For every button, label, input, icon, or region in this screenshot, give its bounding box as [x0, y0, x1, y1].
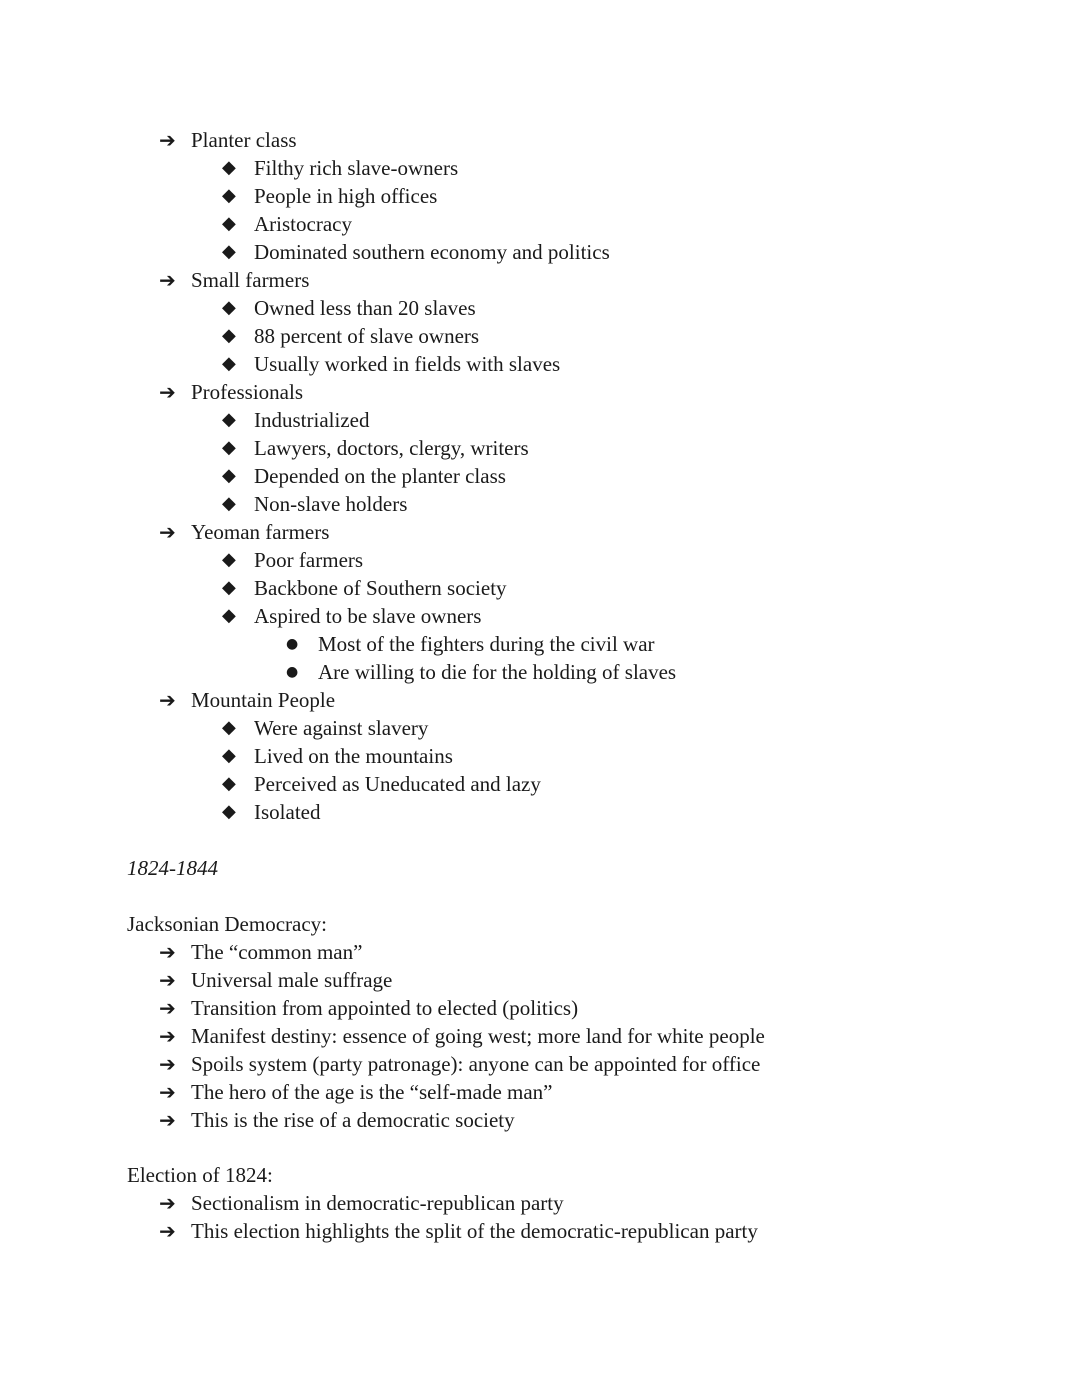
outline-subitem-label: Industrialized: [254, 408, 370, 432]
outline-subitem-label: Dominated southern economy and politics: [254, 240, 610, 264]
diamond-bullet-icon: ◆: [222, 549, 236, 570]
arrow-bullet-icon: ➔: [159, 1080, 176, 1104]
diamond-bullet-icon: ◆: [222, 745, 236, 766]
diamond-bullet-icon: ◆: [222, 605, 236, 626]
outline-item-label: This election highlights the split of the democratic-republican party: [191, 1219, 758, 1243]
outline-item-label: Manifest destiny: essence of going west; more land for white people: [191, 1024, 765, 1048]
arrow-bullet-icon: ➔: [159, 688, 176, 712]
diamond-bullet-icon: ◆: [222, 493, 236, 514]
outline-item-label: Professionals: [191, 380, 303, 404]
outline-subitem-label: Non-slave holders: [254, 492, 408, 516]
election-heading: Election of 1824:: [127, 1163, 273, 1187]
outline-subitem-label: Depended on the planter class: [254, 464, 506, 488]
outline-subitem-label: Backbone of Southern society: [254, 576, 507, 600]
outline-item-label: The hero of the age is the “self-made man”: [191, 1080, 553, 1104]
diamond-bullet-icon: ◆: [222, 241, 236, 262]
diamond-bullet-icon: ◆: [222, 717, 236, 738]
diamond-bullet-icon: ◆: [222, 297, 236, 318]
outline-subitem-label: Poor farmers: [254, 548, 364, 572]
outline-subitem-label: 88 percent of slave owners: [254, 324, 480, 348]
arrow-bullet-icon: ➔: [159, 1024, 176, 1048]
diamond-bullet-icon: ◆: [222, 801, 236, 822]
arrow-bullet-icon: ➔: [159, 1052, 176, 1076]
outline-item-label: This is the rise of a democratic society: [191, 1108, 515, 1132]
outline-subitem-label: Filthy rich slave-owners: [254, 156, 459, 180]
outline-item-label: Sectionalism in democratic-republican party: [191, 1191, 564, 1215]
outline-subitem-label: Owned less than 20 slaves: [254, 296, 476, 320]
outline-item-label: The “common man”: [191, 940, 363, 964]
outline-subitem-label: Were against slavery: [254, 716, 429, 740]
diamond-bullet-icon: ◆: [222, 353, 236, 374]
diamond-bullet-icon: ◆: [222, 213, 236, 234]
dot-bullet-icon: ●: [286, 664, 299, 680]
outline-subitem-label: Lawyers, doctors, clergy, writers: [254, 436, 529, 460]
outline-subsubitem-label: Most of the fighters during the civil war: [318, 632, 655, 656]
arrow-bullet-icon: ➔: [159, 128, 176, 152]
diamond-bullet-icon: ◆: [222, 325, 236, 346]
outline-item-label: Mountain People: [191, 688, 336, 712]
outline-subitem-label: Aristocracy: [254, 212, 352, 236]
arrow-bullet-icon: ➔: [159, 996, 176, 1020]
outline-item-label: Spoils system (party patronage): anyone can be appointed for office: [191, 1052, 761, 1076]
diamond-bullet-icon: ◆: [222, 157, 236, 178]
arrow-bullet-icon: ➔: [159, 1108, 176, 1132]
dot-bullet-icon: ●: [286, 636, 299, 652]
outline-subitem-label: Lived on the mountains: [254, 744, 453, 768]
arrow-bullet-icon: ➔: [159, 968, 176, 992]
outline-subitem-label: Usually worked in fields with slaves: [254, 352, 561, 376]
arrow-bullet-icon: ➔: [159, 520, 176, 544]
diamond-bullet-icon: ◆: [222, 577, 236, 598]
outline-subitem-label: People in high offices: [254, 184, 438, 208]
outline-subitem-label: Perceived as Uneducated and lazy: [254, 772, 541, 796]
diamond-bullet-icon: ◆: [222, 409, 236, 430]
outline-item-label: Small farmers: [191, 268, 310, 292]
diamond-bullet-icon: ◆: [222, 773, 236, 794]
outline-item-label: Universal male suffrage: [191, 968, 393, 992]
arrow-bullet-icon: ➔: [159, 940, 176, 964]
outline-subsubitem-label: Are willing to die for the holding of slaves: [318, 660, 677, 684]
arrow-bullet-icon: ➔: [159, 1219, 176, 1243]
arrow-bullet-icon: ➔: [159, 380, 176, 404]
outline-subitem-label: Aspired to be slave owners: [254, 604, 482, 628]
arrow-bullet-icon: ➔: [159, 268, 176, 292]
period-heading: 1824-1844: [127, 856, 218, 880]
outline-item-label: Yeoman farmers: [191, 520, 330, 544]
outline-item-label: Planter class: [191, 128, 297, 152]
diamond-bullet-icon: ◆: [222, 437, 236, 458]
outline-subitem-label: Isolated: [254, 800, 321, 824]
diamond-bullet-icon: ◆: [222, 465, 236, 486]
diamond-bullet-icon: ◆: [222, 185, 236, 206]
jacksonian-heading: Jacksonian Democracy:: [127, 912, 328, 936]
arrow-bullet-icon: ➔: [159, 1191, 176, 1215]
outline-item-label: Transition from appointed to elected (politics): [191, 996, 579, 1020]
